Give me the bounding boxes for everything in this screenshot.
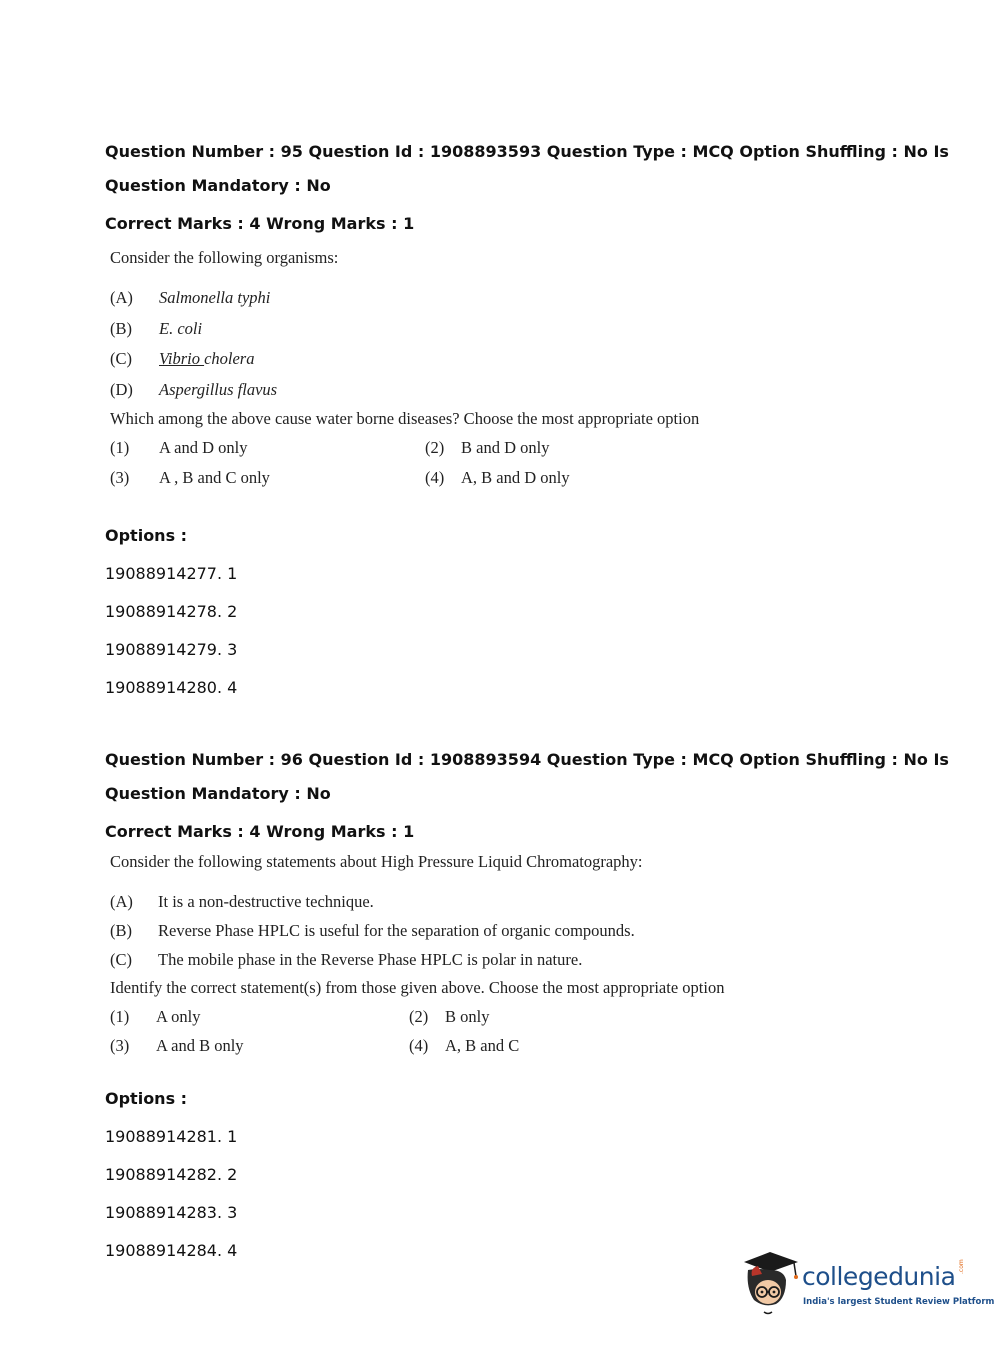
question-prompt: Identify the correct statement(s) from those given above. Choose the most appropriate option [110, 978, 725, 997]
mascot-icon [740, 1248, 802, 1320]
question-intro: Consider the following statements about High Pressure Liquid Chromatography: [110, 852, 643, 871]
choice-label: (3) [110, 1035, 130, 1055]
choice-label: (1) [110, 1006, 130, 1026]
choice-item [110, 433, 425, 463]
choice-text: A and B only [156, 1035, 244, 1055]
logo-wordmark: collegedunia [802, 1262, 956, 1291]
choice-label: (2) [409, 1006, 429, 1026]
statement-item [110, 375, 925, 406]
question-intro: Consider the following organisms: [110, 248, 339, 267]
statement-text: E. coli [159, 318, 203, 338]
options-title: Options : [105, 526, 188, 545]
statement-label: (C) [110, 949, 132, 969]
option-item: 19088914283. 3 [105, 1203, 238, 1222]
choice-grid [110, 1002, 925, 1060]
statement-text [159, 349, 254, 369]
choice-text: B only [445, 1006, 490, 1026]
choice-item [110, 1031, 409, 1060]
choice-grid [110, 433, 925, 493]
choice-item [110, 1002, 409, 1031]
question-prompt: Which among the above cause water borne diseases? Choose the most appropriate option [110, 409, 700, 428]
question-meta-line: Question Number : 95 Question Id : 1908893593 Question Type : MCQ Option Shuffling : No Is [105, 142, 949, 161]
choice-text: B and D only [461, 438, 550, 457]
question-block-95 [105, 141, 949, 699]
choice-item [409, 1002, 709, 1031]
statement-text: It is a non-destructive technique. [158, 891, 374, 911]
option-item: 19088914279. 3 [105, 640, 238, 659]
statement-label: (B) [110, 920, 132, 940]
statement-underlined-word: Vibrio [159, 349, 205, 369]
statement-list [110, 887, 925, 974]
choice-label: (2) [425, 438, 445, 457]
collegedunia-logo [740, 1248, 995, 1320]
choice-text: A and D only [159, 438, 248, 457]
option-item: 19088914282. 2 [105, 1165, 238, 1184]
choice-item [425, 463, 725, 493]
question-mandatory-line: Question Mandatory : No [105, 784, 331, 803]
choice-text: A, B and D only [461, 468, 570, 487]
question-meta-line: Question Number : 96 Question Id : 1908893594 Question Type : MCQ Option Shuffling : No Is [105, 750, 949, 769]
statement-item [110, 344, 925, 375]
question-scan [110, 851, 925, 1060]
statement-label: (B) [110, 318, 132, 338]
option-item: 19088914277. 1 [105, 564, 238, 583]
logo-tagline: India's largest Student Review Platform [803, 1297, 995, 1307]
choice-text: A , B and C only [159, 468, 270, 487]
choice-item [409, 1031, 709, 1060]
question-block-96 [105, 749, 949, 1262]
statement-label: (D) [110, 379, 133, 399]
choice-item [425, 433, 725, 463]
statement-item [110, 283, 925, 314]
question-scan [110, 247, 925, 493]
marks-line: Correct Marks : 4 Wrong Marks : 1 [105, 822, 415, 841]
statement-text: The mobile phase in the Reverse Phase HPLC is polar in nature. [158, 949, 583, 969]
choice-item [110, 463, 425, 493]
option-item: 19088914280. 4 [105, 678, 238, 697]
question-mandatory-line: Question Mandatory : No [105, 176, 331, 195]
choice-text: A only [156, 1006, 201, 1026]
option-item: 19088914281. 1 [105, 1127, 238, 1146]
option-item: 19088914278. 2 [105, 602, 238, 621]
choice-label: (4) [425, 468, 445, 487]
choice-label: (4) [409, 1035, 429, 1055]
statement-item [110, 945, 925, 974]
statement-text: Salmonella typhi [159, 288, 271, 308]
choice-label: (3) [110, 468, 130, 487]
statement-text-rest: cholera [204, 349, 255, 369]
statement-list [110, 283, 925, 405]
statement-label: (A) [110, 891, 133, 911]
statement-label: (A) [110, 288, 133, 308]
options-title: Options : [105, 1089, 188, 1108]
statement-item [110, 314, 925, 345]
choice-text: A, B and C [445, 1035, 520, 1055]
statement-item [110, 887, 925, 916]
statement-text: Aspergillus flavus [159, 379, 278, 399]
statement-text: Reverse Phase HPLC is useful for the separation of organic compounds. [158, 920, 635, 940]
statement-item [110, 916, 925, 945]
choice-label: (1) [110, 438, 130, 457]
marks-line: Correct Marks : 4 Wrong Marks : 1 [105, 214, 415, 233]
statement-label: (C) [110, 349, 132, 369]
option-item: 19088914284. 4 [105, 1241, 238, 1260]
logo-suffix: .com [958, 1259, 965, 1274]
